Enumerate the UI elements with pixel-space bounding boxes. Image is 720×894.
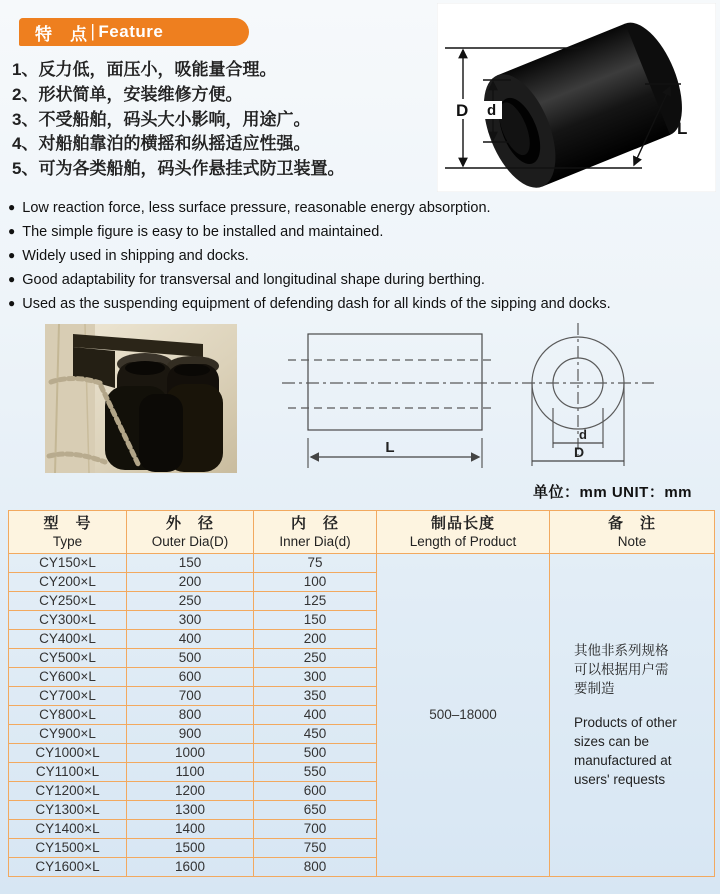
cell-type: CY1400×L [9, 820, 127, 839]
cell-inner: 200 [254, 630, 377, 649]
features-en-list [8, 196, 611, 316]
note-cell [550, 554, 715, 877]
cell-outer: 1400 [127, 820, 254, 839]
col-header-note [550, 511, 715, 554]
cell-inner: 800 [254, 858, 377, 877]
cell-outer: 1100 [127, 763, 254, 782]
col-header-length-zh: 制品长度 [430, 514, 495, 532]
col-header-length-en: Length of Product [409, 533, 517, 549]
cell-type: CY400×L [9, 630, 127, 649]
cell-outer: 200 [127, 573, 254, 592]
cell-outer: 250 [127, 592, 254, 611]
cell-type: CY300×L [9, 611, 127, 630]
installation-photo [45, 324, 237, 473]
feature-en-text: Used as the suspending equipment of defending dash for all kinds of the sipping and docks. [22, 296, 611, 312]
note-text-en: Products of other sizes can be manufactured at users' requests [574, 715, 677, 787]
bullet-icon: ● [8, 248, 16, 262]
col-header-type-zh: 型 号 [43, 514, 92, 532]
feature-zh-item: 3、不受船舶，码头大小影响，用途广。 [12, 109, 311, 129]
feature-zh-item: 1、反力低，面压小，吸能量合理。 [12, 60, 277, 79]
cell-type: CY1200×L [9, 782, 127, 801]
cell-inner: 450 [254, 725, 377, 744]
cell-outer: 800 [127, 706, 254, 725]
cell-inner: 600 [254, 782, 377, 801]
cell-outer: 500 [127, 649, 254, 668]
col-header-outer [127, 511, 254, 554]
col-header-note-zh: 备 注 [607, 514, 656, 532]
feature-zh-item: 2、形状简单，安装维修方便。 [12, 84, 243, 104]
cell-outer: 900 [127, 725, 254, 744]
cell-outer: 150 [127, 554, 254, 573]
cell-inner: 700 [254, 820, 377, 839]
cell-outer: 700 [127, 687, 254, 706]
note-text-zh: 其他非系列规格可以根据用户需要制造 [574, 643, 669, 696]
dim-label-d: d [487, 102, 497, 119]
banner-title-zh: 特 点 [35, 24, 88, 44]
feature-en-item [8, 292, 611, 316]
cell-type: CY200×L [9, 573, 127, 592]
cell-inner: 750 [254, 839, 377, 858]
bullet-icon: ● [8, 272, 16, 286]
cell-inner: 350 [254, 687, 377, 706]
col-header-inner-zh: 内 径 [290, 514, 339, 532]
col-header-outer-en: Outer Dia(D) [151, 533, 229, 549]
cell-type: CY1100×L [9, 763, 127, 782]
cell-inner: 100 [254, 573, 377, 592]
cell-outer: 1300 [127, 801, 254, 820]
cell-inner: 400 [254, 706, 377, 725]
cell-type: CY1300×L [9, 801, 127, 820]
cell-inner: 550 [254, 763, 377, 782]
col-header-inner-en: Inner Dia(d) [279, 533, 351, 549]
cell-type: CY1500×L [9, 839, 127, 858]
features-zh-list [12, 58, 344, 182]
feature-en-text: The simple figure is easy to be installed and maintained. [22, 224, 384, 240]
spec-table-body [9, 554, 715, 877]
cell-type: CY500×L [9, 649, 127, 668]
cell-inner: 300 [254, 668, 377, 687]
spec-table [8, 510, 715, 877]
dim-label-D-frontview: D [573, 444, 585, 460]
unit-note: 单位：mm UNIT：mm [532, 484, 692, 501]
note-content [550, 641, 714, 789]
feature-en-item [8, 268, 611, 292]
feature-en-text: Low reaction force, less surface pressure, reasonable energy absorption. [22, 200, 491, 216]
banner-title-en: Feature [98, 22, 164, 41]
col-header-outer-zh: 外 径 [165, 514, 214, 532]
table-row [9, 554, 715, 573]
feature-en-text: Widely used in shipping and docks. [22, 248, 249, 264]
cell-outer: 1600 [127, 858, 254, 877]
cell-type: CY1000×L [9, 744, 127, 763]
cell-type: CY600×L [9, 668, 127, 687]
col-header-note-en: Note [617, 533, 647, 549]
bullet-icon: ● [8, 296, 16, 310]
cell-inner: 500 [254, 744, 377, 763]
feature-zh-item: 4、对船舶靠泊的横摇和纵摇适应性强。 [12, 134, 311, 154]
cell-inner: 150 [254, 611, 377, 630]
fender-3d-image [437, 3, 716, 192]
cell-type: CY1600×L [9, 858, 127, 877]
feature-en-item [8, 220, 611, 244]
dim-label-d-frontview: d [579, 427, 587, 442]
cell-type: CY900×L [9, 725, 127, 744]
cell-inner: 650 [254, 801, 377, 820]
cell-inner: 75 [254, 554, 377, 573]
cell-inner: 250 [254, 649, 377, 668]
col-header-type-en: Type [52, 533, 83, 549]
cell-outer: 1500 [127, 839, 254, 858]
technical-drawing [280, 320, 690, 472]
installation-photo-svg [45, 324, 237, 473]
cell-type: CY800×L [9, 706, 127, 725]
col-header-length [377, 511, 550, 554]
cell-type: CY700×L [9, 687, 127, 706]
cell-outer: 300 [127, 611, 254, 630]
cell-type: CY150×L [9, 554, 127, 573]
technical-drawing-svg [280, 320, 690, 472]
bullet-icon: ● [8, 200, 16, 214]
dim-label-D: D [456, 101, 469, 120]
cell-outer: 1200 [127, 782, 254, 801]
feature-en-item [8, 244, 611, 268]
spec-table-head [9, 511, 715, 554]
col-header-type [9, 511, 127, 554]
cell-outer: 400 [127, 630, 254, 649]
feature-banner [19, 18, 249, 46]
banner-separator: | [90, 21, 96, 42]
length-of-product-cell: 500–18000 [377, 554, 550, 877]
dim-label-L-sideview: L [385, 439, 395, 456]
bullet-icon: ● [8, 224, 16, 238]
cell-outer: 600 [127, 668, 254, 687]
fender-3d-svg [437, 3, 716, 192]
col-header-inner [254, 511, 377, 554]
feature-en-text: Good adaptability for transversal and longitudinal shape during berthing. [22, 272, 485, 288]
feature-en-item [8, 196, 611, 220]
cell-type: CY250×L [9, 592, 127, 611]
dim-label-L: L [677, 119, 688, 138]
feature-zh-item: 5、可为各类船舶，码头作悬挂式防卫装置。 [12, 159, 345, 179]
cell-inner: 125 [254, 592, 377, 611]
cell-outer: 1000 [127, 744, 254, 763]
